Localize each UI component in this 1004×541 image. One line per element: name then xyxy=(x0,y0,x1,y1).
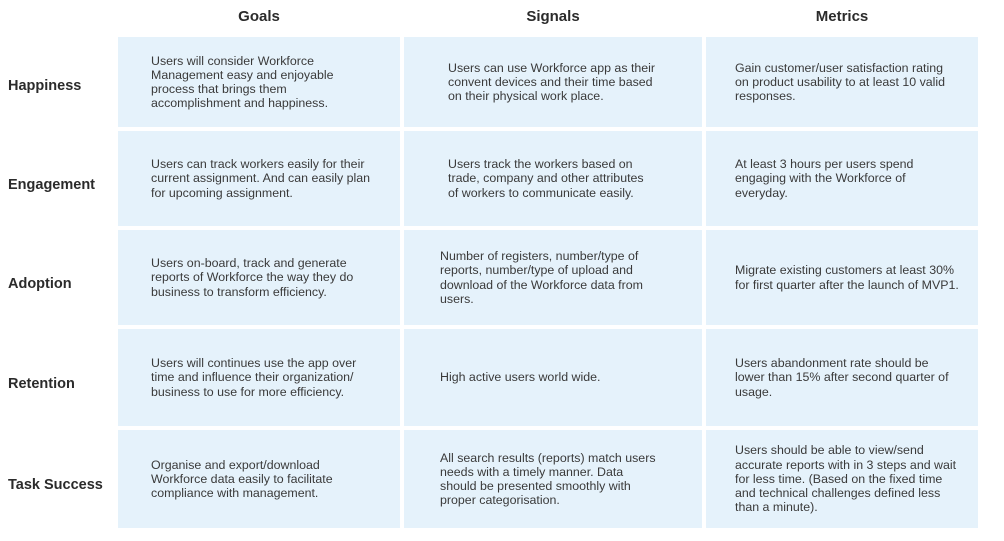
metrics-cell-engagement xyxy=(706,131,978,226)
metrics-text: Users abandonment rate should be lower than 15% after second quarter of usage. xyxy=(735,356,949,399)
signals-text: High active users world wide. xyxy=(440,370,601,385)
metrics-cell-adoption xyxy=(706,230,978,325)
goals-cell-task-success xyxy=(118,430,400,528)
metrics-text: Gain customer/user satisfaction rating on product usability to at least 10 valid responses. xyxy=(735,60,946,104)
signals-text: All search results (reports) match users needs with a timely manner. Data should be presented smoothly with proper categorisation. xyxy=(440,450,656,508)
signals-cell-retention xyxy=(404,329,702,426)
goals-cell-adoption xyxy=(118,230,400,325)
metrics-cell-retention xyxy=(706,329,978,426)
goals-text: Users will consider Workforce Management easy and enjoyable process that brings them accomplishment and happiness. xyxy=(151,53,334,111)
goals-text: Users can track workers easily for their current assignment. And can easily plan for upcoming assignment. xyxy=(151,157,371,200)
column-header-metrics: Metrics xyxy=(815,8,869,25)
row-label-happiness: Happiness xyxy=(8,78,82,94)
row-label-adoption: Adoption xyxy=(8,276,72,292)
metrics-text: Migrate existing customers at least 30% for first quarter after the launch of MVP1. xyxy=(735,263,959,292)
signals-cell-happiness xyxy=(404,37,702,127)
goals-text: Users will continues use the app over time and influence their organization/ business to use for more efficiency. xyxy=(151,356,357,399)
signals-text: Number of registers, number/type of reports, number/type of upload and download of the Workforce data from users. xyxy=(440,249,643,306)
goals-text: Users on-board, track and generate reports of Workforce the way they do business to transform efficiency. xyxy=(151,256,354,299)
row-label-task-success: Task Success xyxy=(8,477,103,493)
metrics-cell-happiness xyxy=(706,37,978,127)
goals-cell-happiness xyxy=(118,37,400,127)
column-header-goals: Goals xyxy=(238,8,280,25)
signals-cell-engagement xyxy=(404,131,702,226)
column-header-signals: Signals xyxy=(526,8,580,25)
metrics-cell-task-success xyxy=(706,430,978,528)
metrics-text: At least 3 hours per users spend engaging with the Workforce of everyday. xyxy=(735,157,914,200)
metrics-text: Users should be able to view/send accurate reports with in 3 steps and wait for less time. (Based on the fixed time and technical challenges defined less than a minute). xyxy=(735,443,957,515)
goals-cell-engagement xyxy=(118,131,400,226)
row-label-retention: Retention xyxy=(8,376,75,392)
row-label-engagement: Engagement xyxy=(8,177,96,193)
signals-text: Users can use Workforce app as their convent devices and their time based on their physical work place. xyxy=(448,60,656,104)
goals-text: Organise and export/download Workforce data easily to facilitate compliance with management. xyxy=(151,457,333,501)
signals-cell-task-success xyxy=(404,430,702,528)
signals-cell-adoption xyxy=(404,230,702,325)
signals-text: Users track the workers based on trade, company and other attributes of workers to communicate easily. xyxy=(448,157,644,200)
goals-cell-retention xyxy=(118,329,400,426)
